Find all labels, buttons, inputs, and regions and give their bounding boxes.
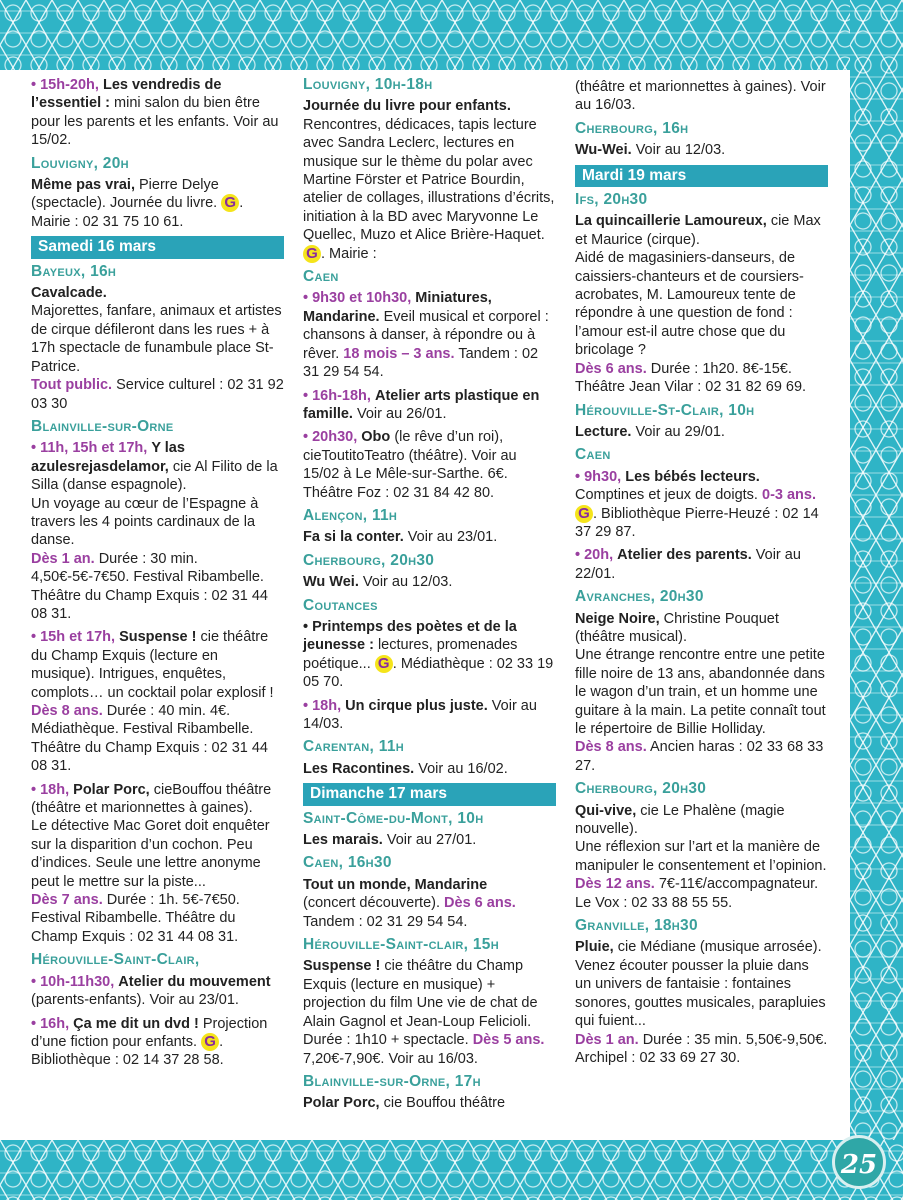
event-entry: Qui-vive, cie Le Phalène (magie nouvelle). Une réflexion sur l’art et la manière de manipuler le consentement et l’opinion. Dès 12 ans. 7€-11€/accompagnateur. Le Vox : 02 33 88 55 55. xyxy=(575,802,827,911)
city-heading: Avranches, 20h30 xyxy=(575,588,704,606)
city-heading: Caen xyxy=(575,446,611,464)
column-2 xyxy=(303,76,556,1118)
event-entry: Lecture. Voir au 29/01. xyxy=(575,423,725,440)
event-entry: • Printemps des poètes et de la jeunesse : lectures, promenades poétique... G . Médiathèque : 02 33 19 05 70. xyxy=(303,618,554,691)
column-1 xyxy=(31,76,284,1075)
event-entry: • 18h, Un cirque plus juste. Voir au 14/03. xyxy=(303,697,537,732)
event-entry: Tout un monde, Mandarine (concert découverte). Dès 6 ans. Tandem : 02 31 29 54 54. xyxy=(303,876,516,930)
event-entry: (théâtre et marionnettes à gaines). Voir au 16/03. xyxy=(575,79,826,114)
event-entry: Suspense ! cie théâtre du Champ Exquis (lecture en musique) + projection du film Une vie de chat de Alain Gagnol et Jean-Loup Felicioli. Durée : 1h10 + spectacle. Dès 5 ans. 7,20€-7,90€. Voir au 16/03. xyxy=(303,958,545,1067)
free-g-icon: G xyxy=(201,1033,219,1051)
city-heading: Carentan, 11h xyxy=(303,738,404,756)
city-heading: Cherbourg, 20h30 xyxy=(575,780,707,798)
city-heading: Hérouville-Saint-clair, 15h xyxy=(303,936,499,954)
event-entry: Pluie, cie Médiane (musique arrosée). Venez écouter pousser la pluie dans un univers de fantaisie : fontaines sonores, gouttes musicales, parapluies qui fuient... Dès 1 an. Durée : 35 min. 5,50€-9,50€. Archipel : 02 33 69 27 30. xyxy=(575,939,828,1066)
decorative-pattern-right xyxy=(850,0,903,1200)
event-entry: • 16h, Ça me dit un dvd ! Projection d’une fiction pour enfants. G . Bibliothèque : 02 14 37 28 58. xyxy=(31,1015,268,1069)
decorative-pattern-bottom xyxy=(0,1140,903,1200)
event-entry: Les marais. Voir au 27/01. xyxy=(303,832,477,849)
event-entry: • 9h30 et 10h30, Miniatures, Mandarine. Eveil musical et corporel : chansons à danser, à répondre ou à rêver. 18 mois – 3 ans. Tandem : 02 31 29 54 54. xyxy=(303,290,549,381)
city-heading: Bayeux, 16h xyxy=(31,262,117,280)
city-heading: Caen, 16h30 xyxy=(303,854,392,872)
event-entry: Les Racontines. Voir au 16/02. xyxy=(303,760,508,777)
free-g-icon: G xyxy=(375,655,393,673)
event-entry: • 18h, Polar Porc, cieBouffou théâtre (théâtre et marionnettes à gaines). Le détective Mac Goret doit enquêter sur la disparition d’un cochon. Peu d’indices. Seule une lettre anonyme peut le mettre sur la piste... Dès 7 ans. Durée : 1h. 5€-7€50. Festival Ribambelle. Théâtre du Champ Exquis : 02 31 44 08 31. xyxy=(31,781,272,945)
free-g-icon: G xyxy=(303,245,321,263)
event-entry: • 20h, Atelier des parents. Voir au 22/01. xyxy=(575,547,801,582)
city-heading: Granville, 18h30 xyxy=(575,917,698,935)
city-heading: Coutances xyxy=(303,596,378,614)
date-banner: Dimanche 17 mars xyxy=(303,783,556,805)
city-heading: Hérouville-St-Clair, 10h xyxy=(575,401,755,419)
event-entry: Cavalcade. Majorettes, fanfare, animaux et artistes de cirque défileront dans les rues + à 17h spectacle de funambule place St-Patrice. Tout public. Service culturel : 02 31 92 03 30 xyxy=(31,285,284,412)
event-entry: • 20h30, Obo (le rêve d’un roi), cieToutitoTeatro (théâtre). Voir au 15/02 à Le Mêle-sur-Sarthe. 6€. Théâtre Foz : 02 31 84 42 80. xyxy=(303,429,517,501)
event-entry: • 16h-18h, Atelier arts plastique en famille. Voir au 26/01. xyxy=(303,387,540,422)
event-entry: • 11h, 15h et 17h, Y las azulesrejasdelamor, cie Al Filito de la Silla (danse espagnole). Un voyage au cœur de l’Espagne à travers les 4 points cardinaux de la danse. Dès 1 an. Durée : 30 min. 4,50€-5€-7€50. Festival Ribambelle. Théâtre du Champ Exquis : 02 31 44 08 31. xyxy=(31,440,278,622)
city-heading: Louvigny, 10h-18h xyxy=(303,76,433,93)
event-entry: Journée du livre pour enfants. Rencontres, dédicaces, tapis lecture avec Sandra Leclerc, lectures en musique sur le thème du polar avec Martine Förster et Patrice Bourdin, atelier de collages, illustrations d’écrits, initiation à la BD avec Maryvonne Le Quellec, Muzo et Alice Brière-Haquet. G . Mairie : xyxy=(303,98,555,262)
event-entry: La quincaillerie Lamoureux, cie Max et Maurice (cirque). Aidé de magasiniers-danseurs, de caissiers-chanteurs et de coursiers-acrobates, M. Lamoureux tente de répondre à une question de fond : l’amour est-il autre chose que du bricolage ? Dès 6 ans. Durée : 1h20. 8€-15€. Théâtre Jean Vilar : 02 31 82 69 69. xyxy=(575,213,821,396)
date-banner: Mardi 19 mars xyxy=(575,165,828,187)
date-banner: Samedi 16 mars xyxy=(31,236,284,258)
city-heading: Alençon, 11h xyxy=(303,506,398,524)
city-heading: Hérouville-Saint-Clair, xyxy=(31,951,200,969)
city-heading: Louvigny, 20h xyxy=(31,154,129,172)
city-heading: Saint-Côme-du-Mont, 10h xyxy=(303,809,484,827)
free-g-icon: G xyxy=(221,194,239,212)
city-heading: Blainville-sur-Orne, 17h xyxy=(303,1072,481,1090)
event-entry: • 15h-20h, Les vendredis de l’essentiel : mini salon du bien être pour les parents et les enfants. Voir au 15/02. xyxy=(31,77,279,149)
event-entry: • 15h et 17h, Suspense ! cie théâtre du Champ Exquis (lecture en musique). Intrigues, enquêtes, complots… un cocktail polar explosif ! Dès 8 ans. Durée : 40 min. 4€. Médiathèque. Festival Ribambelle. Théâtre du Champ Exquis : 02 31 44 08 31. xyxy=(31,629,274,775)
event-entry: Neige Noire, Christine Pouquet (théâtre musical). Une étrange rencontre entre une petite fille noire de 13 ans, abandonnée dans le wagon d’un train, et un homme une guitare à la main. La petite connaît tout le répertoire de Billie Holliday. Dès 8 ans. Ancien haras : 02 33 68 33 27. xyxy=(575,610,826,774)
event-entry: • 9h30, Les bébés lecteurs. Comptines et jeux de doigts. 0-3 ans. G . Bibliothèque Pierre-Heuzé : 02 14 37 29 87. xyxy=(575,468,819,540)
city-heading: Ifs, 20h30 xyxy=(575,191,648,209)
event-entry: Wu-Wei. Voir au 12/03. xyxy=(575,142,726,159)
event-entry: Wu Wei. Voir au 12/03. xyxy=(303,574,453,591)
free-g-icon: G xyxy=(575,505,593,523)
page-number: 25 xyxy=(832,1135,886,1189)
event-entry: Polar Porc, cie Bouffou théâtre xyxy=(303,1095,506,1112)
event-entry: • 10h-11h30, Atelier du mouvement (parents-enfants). Voir au 23/01. xyxy=(31,973,271,1009)
event-entry: Fa si la conter. Voir au 23/01. xyxy=(303,529,498,546)
city-heading: Cherbourg, 16h xyxy=(575,119,689,137)
column-3 xyxy=(575,78,828,1072)
city-heading: Cherbourg, 20h30 xyxy=(303,551,435,569)
city-heading: Caen xyxy=(303,268,339,286)
city-heading: Blainville-sur-Orne xyxy=(31,417,174,435)
decorative-pattern-top xyxy=(0,0,903,70)
event-entry: Même pas vrai, Pierre Delye (spectacle). Journée du livre. G . Mairie : 02 31 75 10 61. xyxy=(31,177,244,230)
